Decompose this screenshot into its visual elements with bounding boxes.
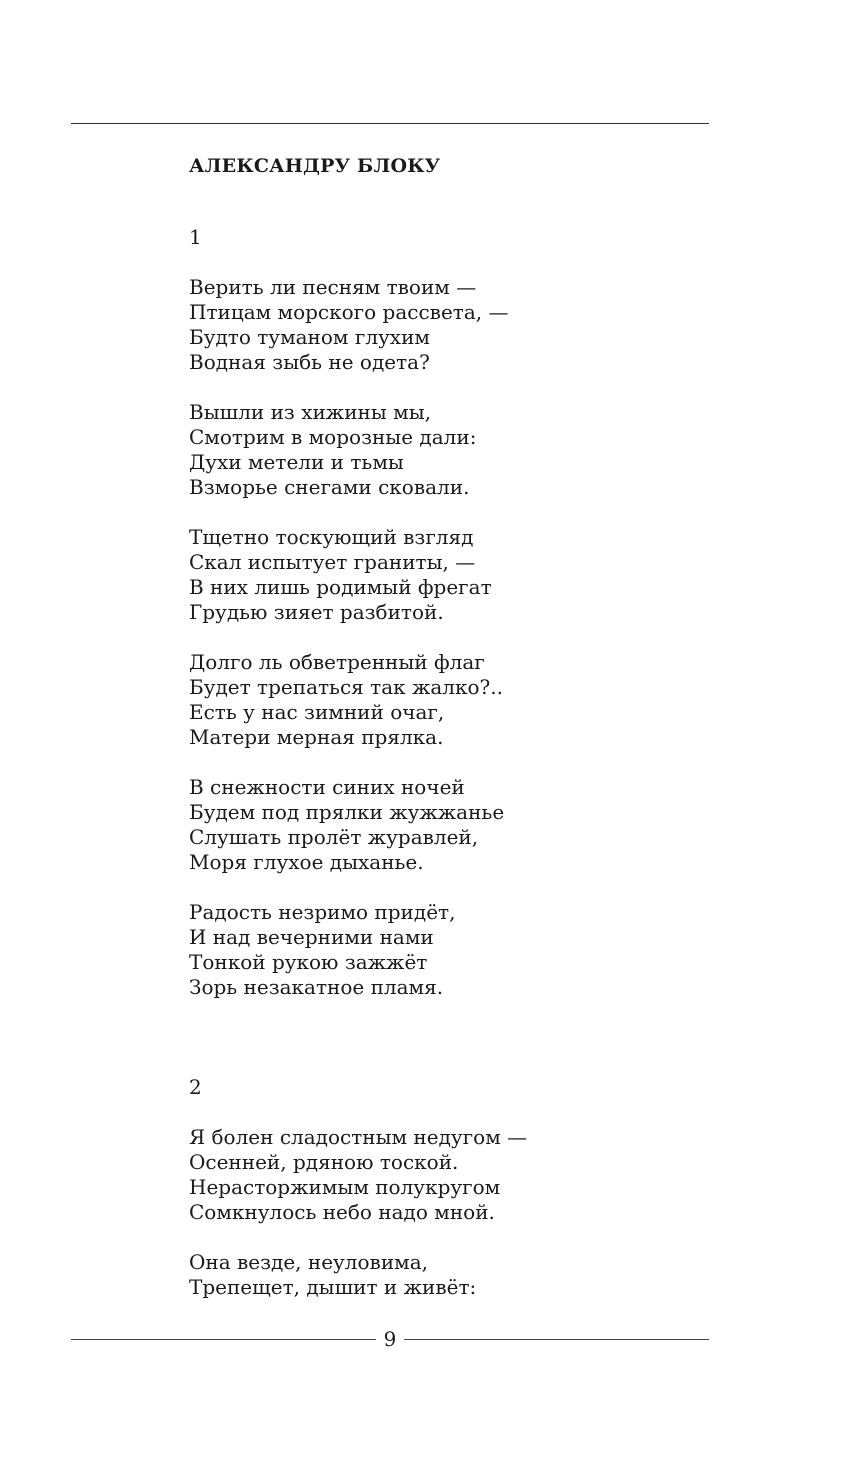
verse-line: Есть у нас зимний очаг, — [189, 700, 445, 724]
verse-line: Слушать пролёт журавлей, — [189, 825, 479, 849]
verse-line: Зорь незакатное пламя. — [189, 975, 444, 999]
stanza — [189, 650, 749, 750]
top-rule — [71, 123, 709, 124]
verse-line: Радость незримо придёт, — [189, 900, 456, 924]
verse-line: Будем под прялки жужжанье — [189, 800, 505, 824]
section-number: 1 — [189, 225, 202, 249]
verse-line: Матери мерная прялка. — [189, 725, 444, 749]
verse-line: Духи метели и тьмы — [189, 450, 404, 474]
poem-section — [189, 225, 749, 1000]
verse-line: Смотрим в морозные дали: — [189, 425, 477, 449]
verse-line: Нерасторжимым полукругом — [189, 1175, 501, 1199]
verse-line: Грудью зияет разбитой. — [189, 600, 444, 624]
page-number: 9 — [383, 1327, 397, 1351]
verse-line: Я болен сладостным недугом — — [189, 1125, 528, 1149]
stanza — [189, 900, 749, 1000]
verse-line: Тонкой рукою зажжёт — [189, 950, 428, 974]
verse-line: Трепещет, дышит и живёт: — [189, 1275, 477, 1299]
footer-rule-left — [71, 1339, 376, 1340]
page-footer — [71, 1325, 709, 1353]
poem-section — [189, 1075, 749, 1300]
verse-line: Она везде, неуловима, — [189, 1250, 428, 1274]
footer-rule-right — [404, 1339, 709, 1340]
verse-line: Вышли из хижины мы, — [189, 400, 431, 424]
verse-line: Долго ль обветренный флаг — [189, 650, 485, 674]
verse-line: Осенней, рдяною тоской. — [189, 1150, 459, 1174]
verse-line: Будет трепаться так жалко?.. — [189, 675, 503, 699]
stanza — [189, 1250, 749, 1300]
stanza — [189, 400, 749, 500]
verse-line: И над вечерними нами — [189, 925, 434, 949]
verse-line: Тщетно тоскующий взгляд — [189, 525, 474, 549]
verse-line: Водная зыбь не одета? — [189, 350, 430, 374]
poem-title: АЛЕКСАНДРУ БЛОКУ — [189, 155, 441, 177]
stanza — [189, 1125, 749, 1225]
verse-line: Верить ли песням твоим — — [189, 275, 477, 299]
verse-line: Птицам морского рассвета, — — [189, 300, 509, 324]
verse-line: Моря глухое дыханье. — [189, 850, 424, 874]
section-number: 2 — [189, 1075, 202, 1099]
stanza — [189, 775, 749, 875]
verse-line: Будто туманом глухим — [189, 325, 430, 349]
verse-line: В снежности синих ночей — [189, 775, 465, 799]
page-content — [189, 150, 749, 1300]
stanza — [189, 275, 749, 375]
stanza — [189, 525, 749, 625]
verse-line: Сомкнулось небо надо мной. — [189, 1200, 495, 1224]
verse-line: В них лишь родимый фрегат — [189, 575, 492, 599]
verse-line: Взморье снегами сковали. — [189, 475, 470, 499]
verse-line: Скал испытует граниты, — — [189, 550, 476, 574]
